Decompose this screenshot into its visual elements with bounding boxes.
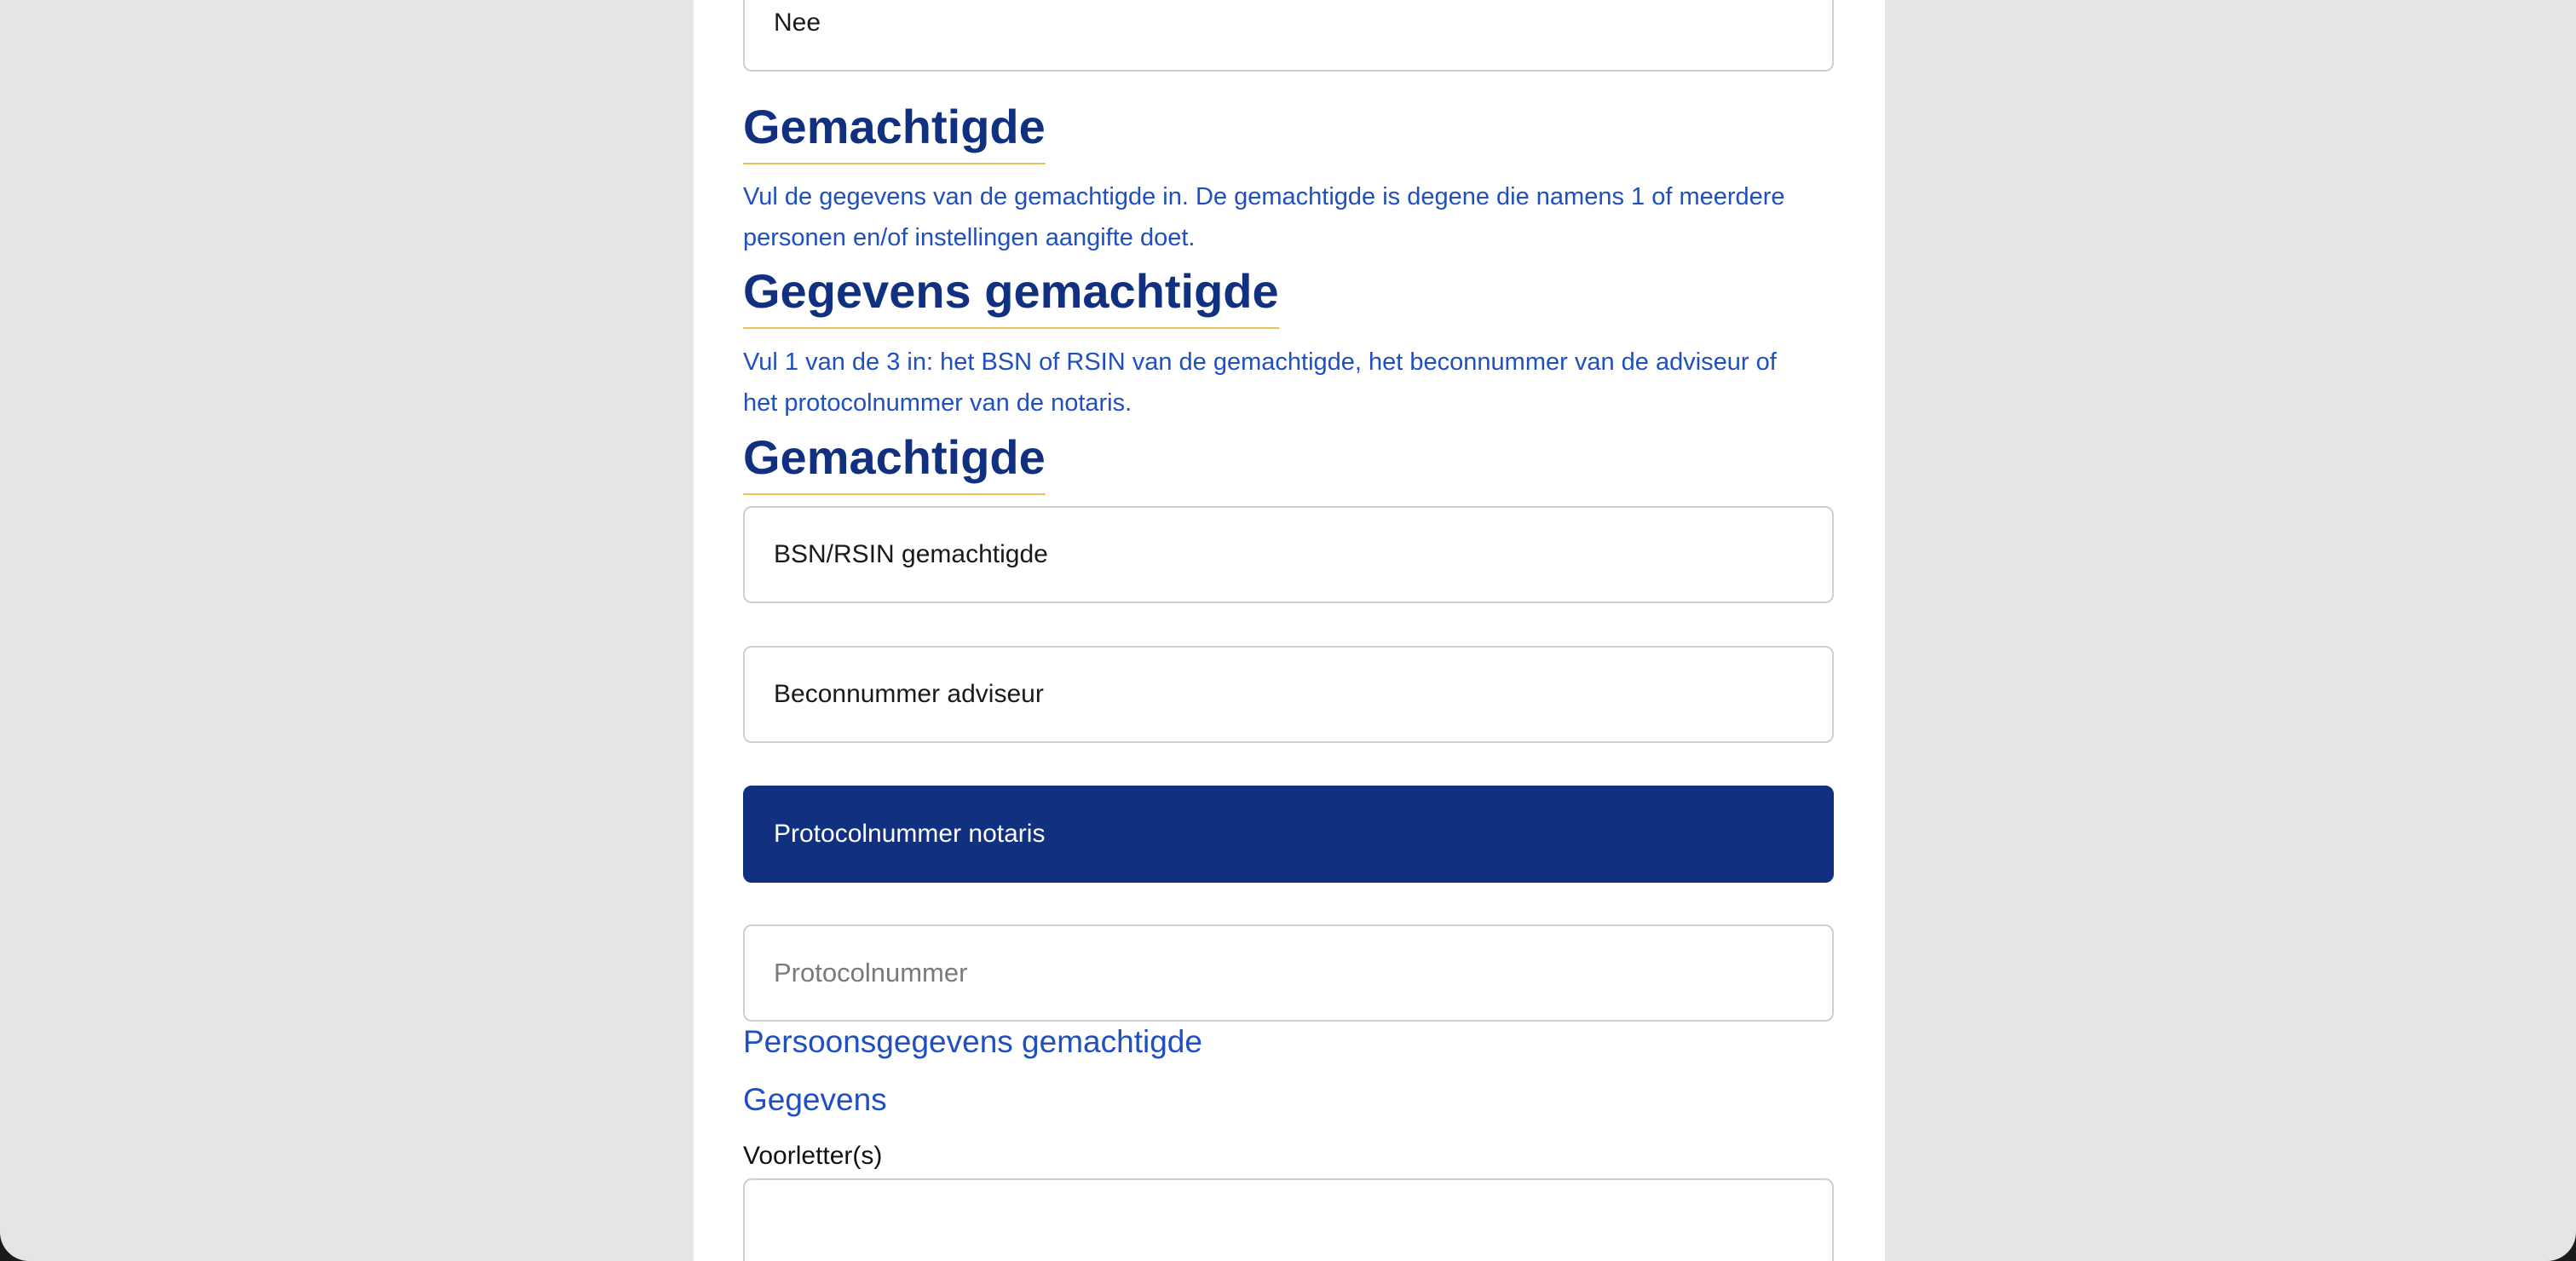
form-panel	[694, 0, 1885, 1261]
section-title-gegevens-gemachtigde: Gegevens gemachtigde	[743, 261, 1279, 329]
gemachtigde-intro-text: Vul de gegevens van de gemachtigde in. De gemachtigde is degene die namens 1 of meerdere personen en/of instellingen aangifte doet.	[743, 183, 1785, 251]
section-title-gemachtigde-keuze: Gemachtigde	[743, 427, 1046, 495]
choice-beconnummer-adviseur[interactable]	[743, 646, 1834, 743]
choice-label: Protocolnummer notaris	[774, 820, 1046, 848]
choice-bsn-rsin-gemachtigde[interactable]	[743, 506, 1834, 603]
voorletters-input[interactable]	[743, 1178, 1834, 1261]
gegevens-intro-text: Vul 1 van de 3 in: het BSN of RSIN van de gemachtigde, het beconnummer van de adviseur of het protocolnummer van de notaris.	[743, 348, 1777, 417]
choice-label: Beconnummer adviseur	[774, 680, 1044, 708]
option-nee[interactable]	[743, 0, 1834, 72]
choice-protocolnummer-notaris[interactable]	[743, 786, 1834, 883]
choice-label: BSN/RSIN gemachtigde	[774, 540, 1048, 568]
gegevens-subtitle: Gegevens	[743, 1082, 887, 1117]
option-nee-label: Nee	[774, 9, 821, 37]
voorletters-label: Voorletter(s)	[743, 1142, 883, 1170]
protocolnummer-input[interactable]	[743, 924, 1834, 1022]
section-title-gemachtigde: Gemachtigde	[743, 96, 1046, 164]
persoonsgegevens-gemachtigde-title: Persoonsgegevens gemachtigde	[743, 1024, 1202, 1059]
